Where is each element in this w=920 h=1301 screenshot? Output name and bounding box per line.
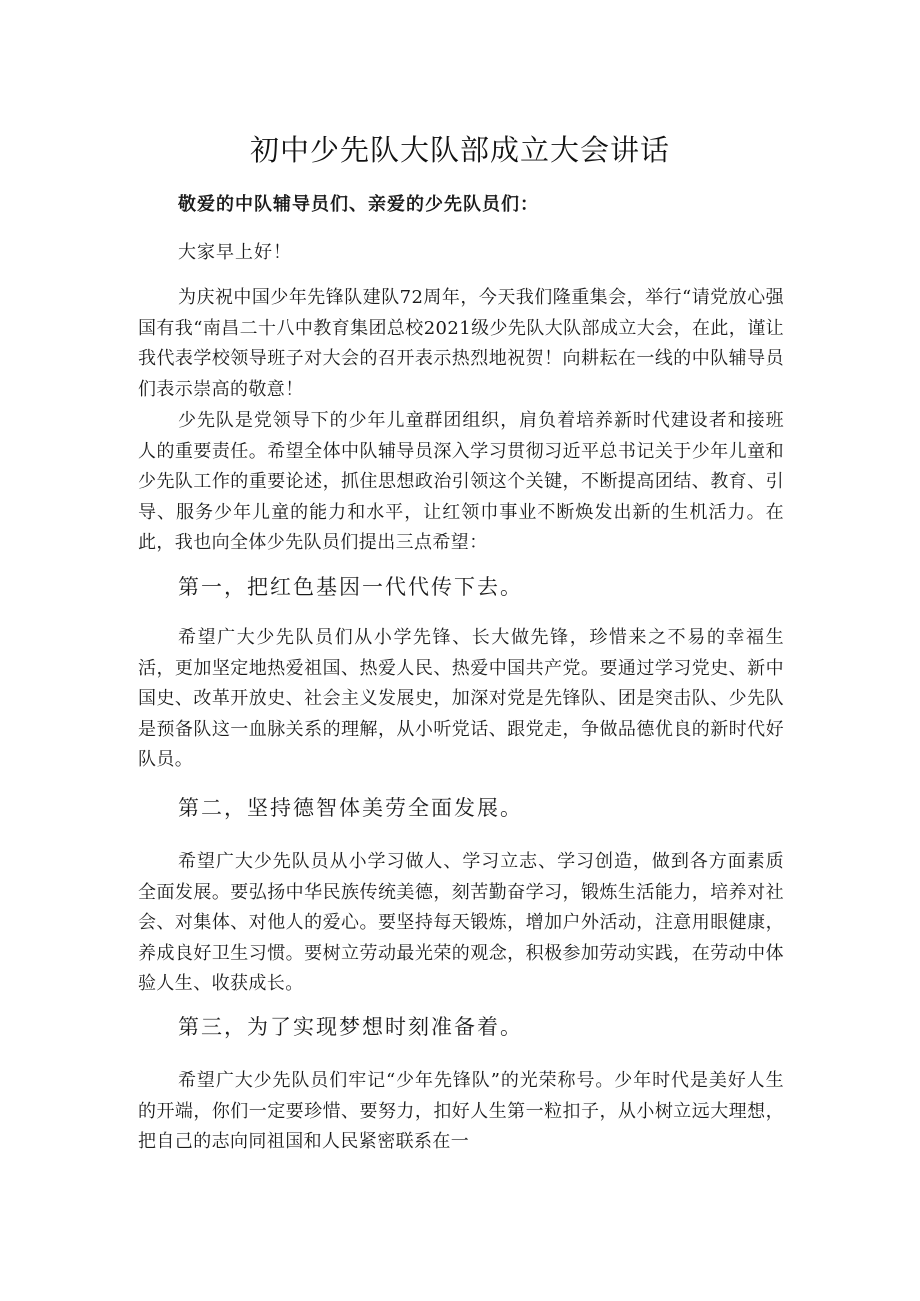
document-title: 初中少先队大队部成立大会讲话 bbox=[249, 133, 670, 167]
salutation: 敬爱的中队辅导员们、亲爱的少先队员们： bbox=[178, 194, 539, 215]
section-heading-third: 第三，为了实现梦想时刻准备着。 bbox=[178, 1015, 523, 1039]
paragraph-third-hope: 希望广大少先队员们牢记“少年先锋队”的光荣称号。少年时代是美好人生的开端，你们一定要珍惜、要努力，扣好人生第一粒扣子，从小树立远大理想，把自己的志向同祖国和人民紧密联系在一 bbox=[138, 1070, 784, 1152]
paragraph-opening: 为庆祝中国少年先锋队建队72周年，今天我们隆重集会，举行“请党放心强国有我“南昌二十八中教育集团总校2021级少先队大队部成立大会，在此，谨让我代表学校领导班子对大会的召开表示热烈地祝贺！向耕耘在一线的中队辅导员们表示崇高的敬意！ bbox=[138, 287, 784, 400]
paragraph-second-hope: 希望广大少先队员从小学习做人、学习立志、学习创造，做到各方面素质全面发展。要弘扬中华民族传统美德，刻苦勤奋学习，锻炼生活能力，培养对社会、对集体、对他人的爱心。要坚持每天锻炼，增加户外活动，注意用眼健康，养成良好卫生习惯。要树立劳动最光荣的观念，积极参加劳动实践，在劳动中体验人生、收获成长。 bbox=[138, 851, 784, 994]
greeting: 大家早上好！ bbox=[178, 242, 292, 263]
paragraph-responsibility: 少先队是党领导下的少年儿童群团组织，肩负着培养新时代建设者和接班人的重要责任。希望全体中队辅导员深入学习贯彻习近平总书记关于少年儿童和少先队工作的重要论述，抓住思想政治引领这个关键，不断提高团结、教育、引导、服务少年儿童的能力和水平，让红领巾事业不断焕发出新的生机活力。在此，我也向全体少先队员们提出三点希望： bbox=[138, 410, 784, 553]
section-heading-second: 第二，坚持德智体美劳全面发展。 bbox=[178, 796, 523, 820]
paragraph-first-hope: 希望广大少先队员们从小学先锋、长大做先锋，珍惜来之不易的幸福生活，更加坚定地热爱祖国、热爱人民、热爱中国共产党。要通过学习党史、新中国史、改革开放史、社会主义发展史，加深对党是先锋队、团是突击队、少先队是预备队这一血脉关系的理解，从小听党话、跟党走，争做品德优良的新时代好队员。 bbox=[138, 627, 784, 770]
section-heading-first: 第一，把红色基因一代代传下去。 bbox=[178, 575, 523, 599]
